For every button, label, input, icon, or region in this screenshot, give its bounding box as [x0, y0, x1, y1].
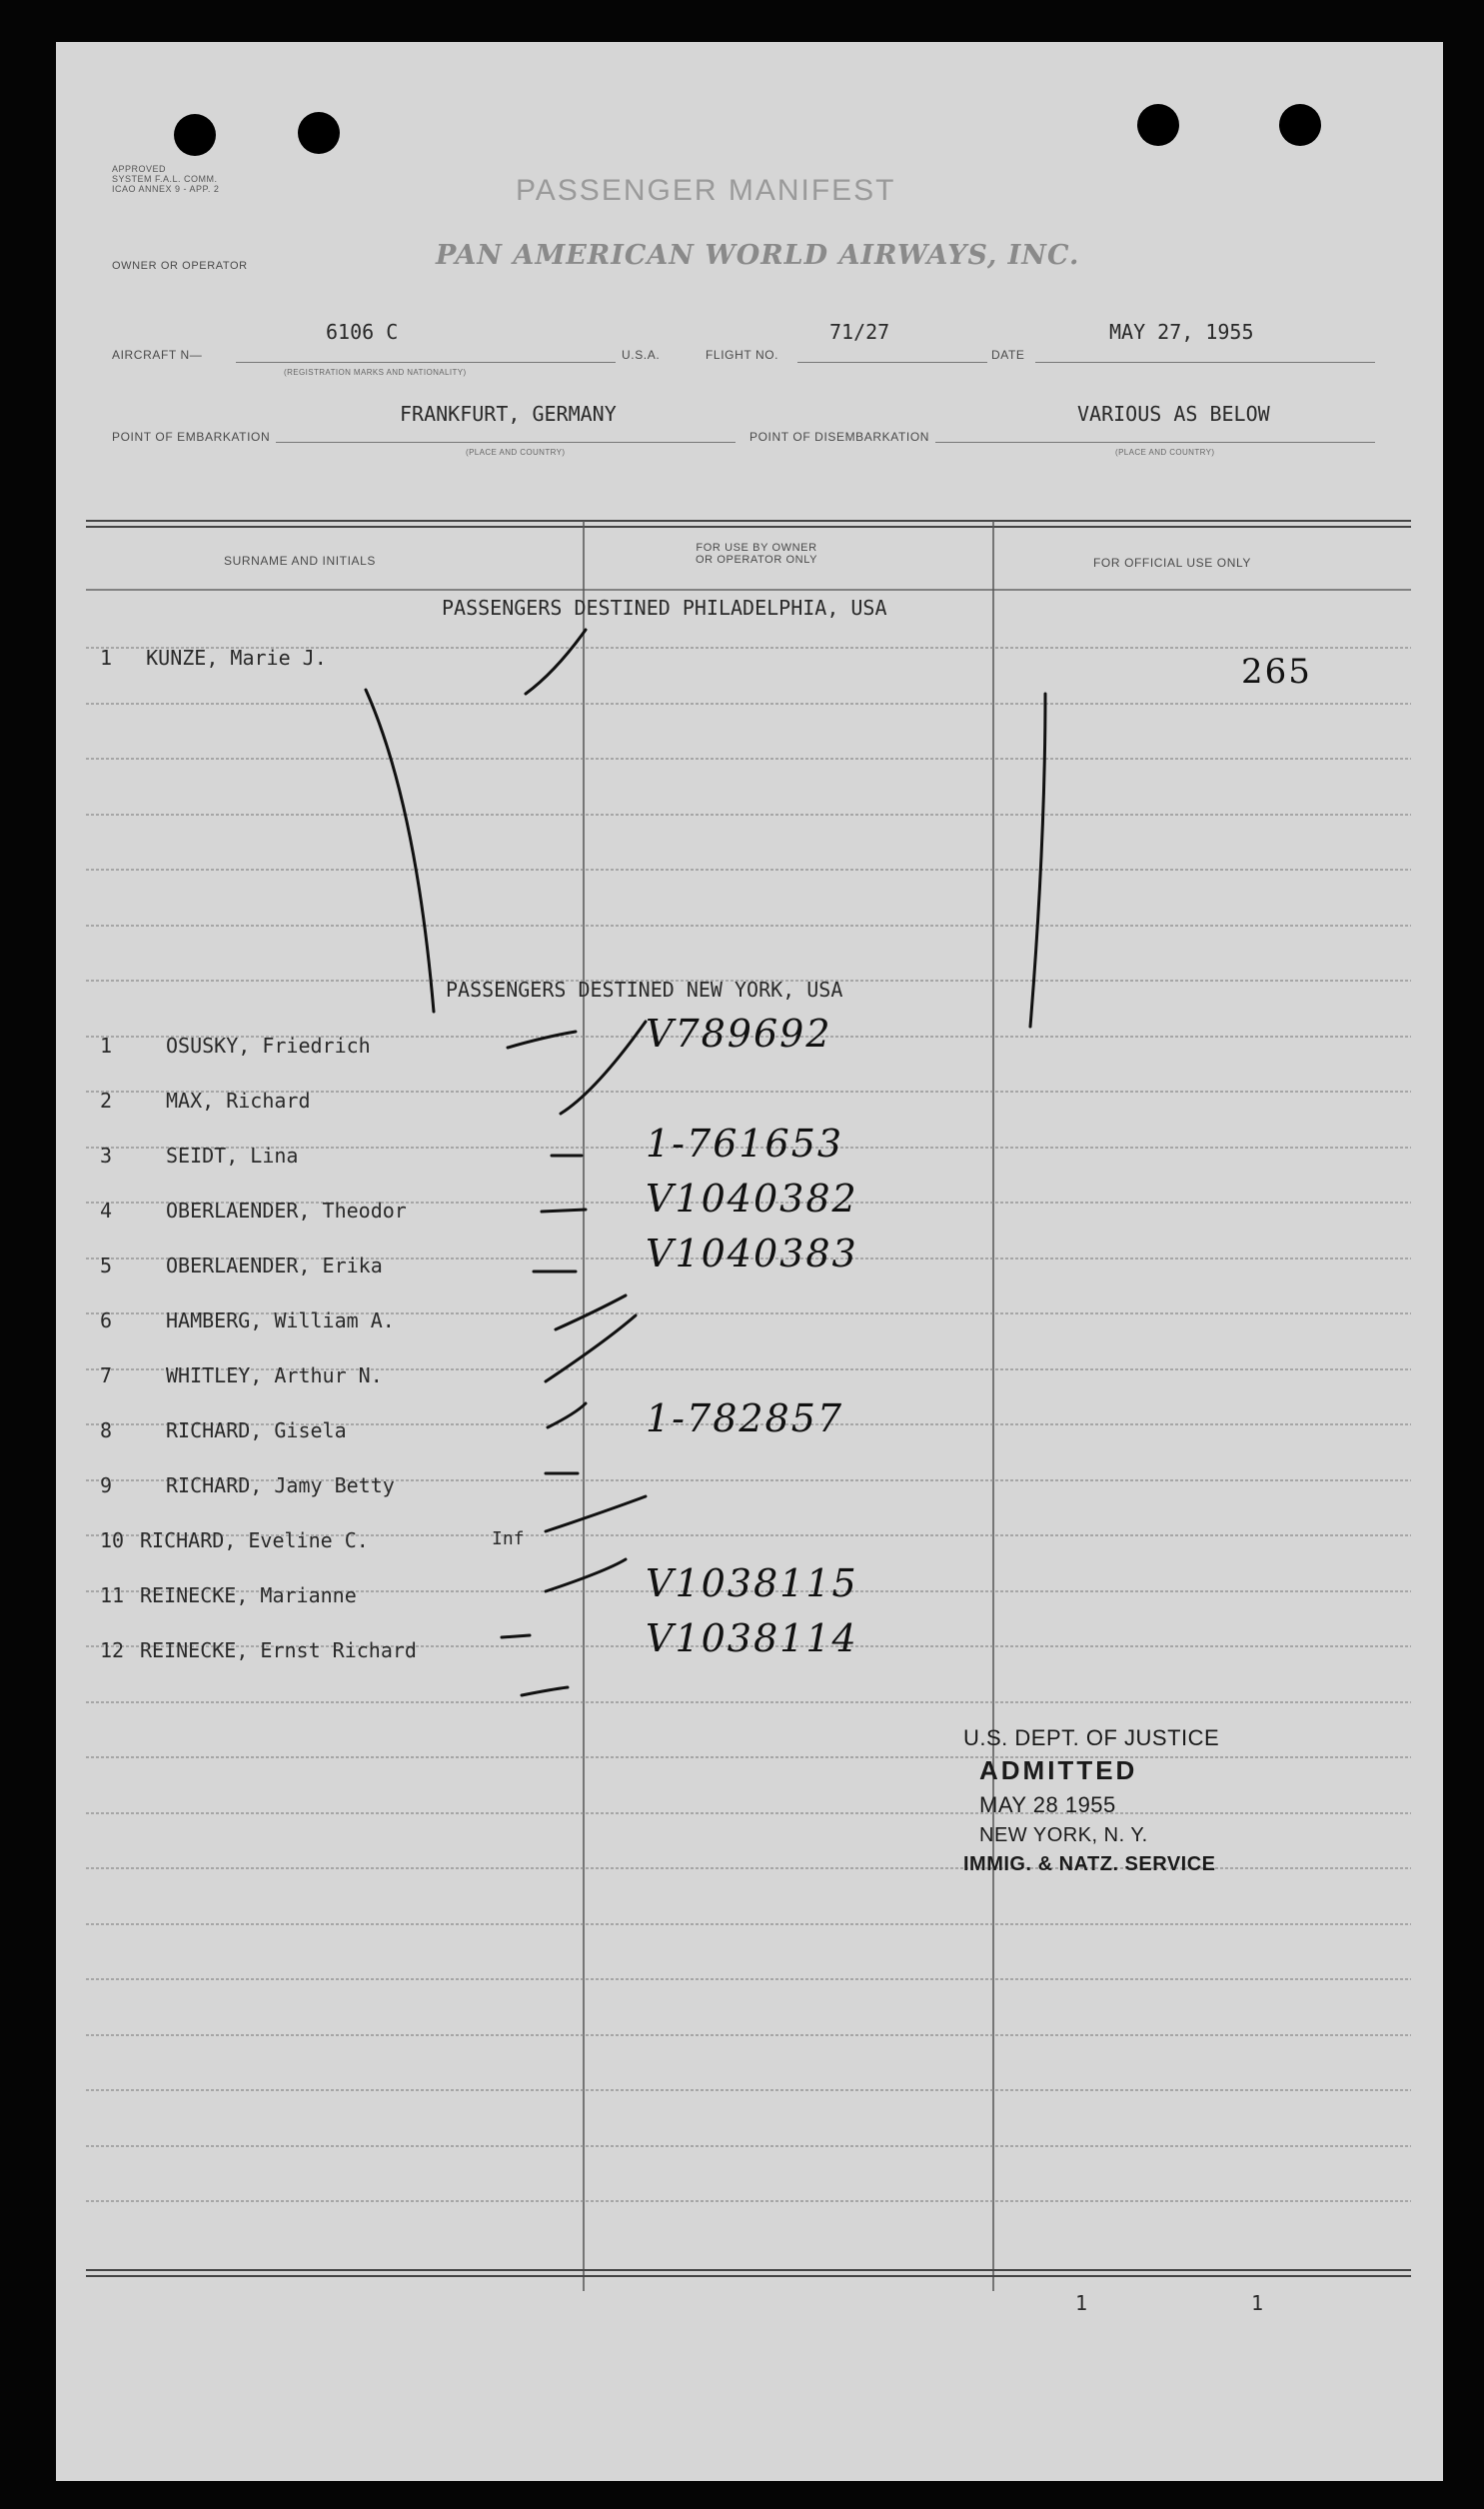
passenger-name: MAX, Richard: [166, 1089, 311, 1113]
admitted-stamp: [963, 1725, 1219, 1876]
col-owner-use-line: OR OPERATOR ONLY: [696, 554, 818, 566]
passenger-name: RICHARD, Jamy Betty: [166, 1473, 395, 1497]
approval-line: ICAO ANNEX 9 - APP. 2: [112, 184, 220, 194]
passenger-number: 5: [100, 1254, 113, 1277]
date-value: MAY 27, 1955: [1109, 320, 1254, 344]
passenger-number: 10: [100, 1528, 125, 1552]
stamp-admitted: ADMITTED: [979, 1755, 1138, 1785]
embark-value: FRANKFURT, GERMANY: [400, 402, 617, 426]
passenger-number: 3: [100, 1144, 113, 1168]
passenger-name: RICHARD, Eveline C.: [140, 1528, 369, 1552]
visa-number: V1040383: [646, 1232, 858, 1275]
disembark-label: POINT OF DISEMBARKATION: [749, 430, 930, 444]
col-surname-header: SURNAME AND INITIALS: [224, 554, 377, 568]
passenger-name: HAMBERG, William A.: [166, 1308, 395, 1332]
col-owner-use-line: FOR USE BY OWNER: [696, 542, 817, 554]
visa-number: V789692: [646, 1012, 832, 1056]
visa-number: V1040382: [646, 1177, 858, 1221]
footer-right: 1: [1251, 2291, 1264, 2315]
visa-number: V1038115: [646, 1561, 858, 1605]
stamp-line: IMMIG. & NATZ. SERVICE: [963, 1853, 1216, 1875]
stamp-line: NEW YORK, N. Y.: [979, 1824, 1148, 1846]
owner-label: OWNER OR OPERATOR: [112, 260, 248, 272]
flight-value: 71/27: [829, 320, 890, 344]
passenger-name: RICHARD, Gisela: [166, 1418, 347, 1442]
embark-sub: (PLACE AND COUNTRY): [466, 448, 566, 457]
passenger-name: WHITLEY, Arthur N.: [166, 1363, 383, 1387]
visa-number: V1038114: [646, 1616, 858, 1660]
disembark-value: VARIOUS AS BELOW: [1077, 402, 1270, 426]
passenger-number: 1: [100, 646, 113, 670]
pen-marks: [56, 42, 1443, 2481]
passenger-name: REINECKE, Marianne: [140, 1583, 357, 1607]
stamp-date: MAY 28 1955: [979, 1792, 1116, 1817]
stamp-line: U.S. DEPT. OF JUSTICE: [963, 1725, 1220, 1750]
embark-label: POINT OF EMBARKATION: [112, 430, 271, 444]
passenger-name: OBERLAENDER, Theodor: [166, 1199, 407, 1223]
manifest-title: PASSENGER MANIFEST: [516, 174, 896, 207]
visa-number: 1-782857: [646, 1396, 844, 1440]
aircraft-label: AIRCRAFT N—: [112, 348, 203, 362]
passenger-name: OSUSKY, Friedrich: [166, 1034, 371, 1058]
passenger-name: KUNZE, Marie J.: [146, 646, 327, 670]
passenger-number: 4: [100, 1199, 113, 1223]
passenger-name: SEIDT, Lina: [166, 1144, 299, 1168]
date-label: DATE: [991, 348, 1025, 362]
aircraft-value: 6106 C: [326, 320, 399, 344]
section-heading-new-york: PASSENGERS DESTINED NEW YORK, USA: [446, 978, 843, 1002]
visa-number: 1-761653: [646, 1122, 844, 1166]
official-entry: 265: [1241, 652, 1312, 692]
passenger-name: OBERLAENDER, Erika: [166, 1254, 383, 1277]
passenger-number: 7: [100, 1363, 113, 1387]
passenger-number: 2: [100, 1089, 113, 1113]
passenger-number: 6: [100, 1308, 113, 1332]
section-heading-philadelphia: PASSENGERS DESTINED PHILADELPHIA, USA: [442, 596, 887, 620]
approval-line: APPROVED: [112, 164, 167, 174]
owner-value: PAN AMERICAN WORLD AIRWAYS, INC.: [436, 240, 1080, 271]
passenger-number: 12: [100, 1638, 125, 1662]
footer-left: 1: [1075, 2291, 1088, 2315]
passenger-number: 1: [100, 1034, 113, 1058]
disembark-sub: (PLACE AND COUNTRY): [1115, 448, 1215, 457]
manifest-sheet: [56, 42, 1443, 2481]
passenger-number: 11: [100, 1583, 125, 1607]
approval-line: SYSTEM F.A.L. COMM.: [112, 174, 218, 184]
aircraft-sub: (REGISTRATION MARKS AND NATIONALITY): [284, 368, 467, 377]
passenger-name: REINECKE, Ernst Richard: [140, 1638, 417, 1662]
passenger-number: 9: [100, 1473, 113, 1497]
usa-label: U.S.A.: [622, 348, 661, 362]
col-official-header: FOR OFFICIAL USE ONLY: [1093, 556, 1251, 570]
flight-label: FLIGHT NO.: [706, 348, 779, 362]
passenger-note: Inf: [492, 1528, 525, 1549]
passenger-number: 8: [100, 1418, 113, 1442]
